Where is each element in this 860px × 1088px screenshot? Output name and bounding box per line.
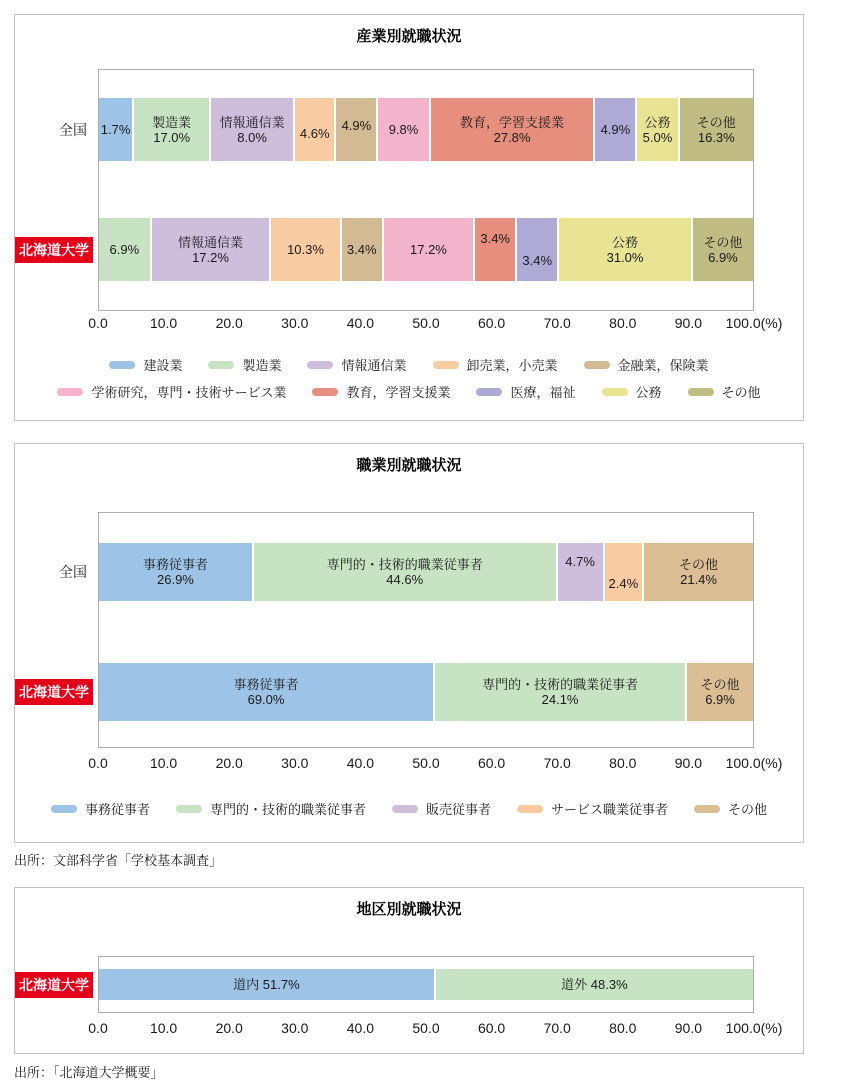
legend-label: 事務従事者 bbox=[84, 802, 150, 817]
legend-item bbox=[433, 355, 558, 374]
bar-row bbox=[59, 98, 753, 161]
bar-segment bbox=[605, 543, 642, 601]
legend-item bbox=[176, 799, 366, 818]
axis-tick: 80.0 bbox=[609, 315, 637, 331]
legend-color-chip bbox=[476, 388, 502, 396]
chart-title: 地区別就職状況 bbox=[356, 901, 462, 918]
segment-value: 31.0% bbox=[606, 249, 644, 265]
region-chart-panel bbox=[14, 887, 804, 1054]
bar-segment bbox=[342, 218, 382, 281]
axis-tick: 100.0(%) bbox=[725, 315, 783, 331]
industry-chart-panel bbox=[14, 14, 804, 421]
segment-label: 2.4% bbox=[608, 575, 639, 591]
plot-area bbox=[19, 69, 754, 311]
occupation-chart-panel bbox=[14, 443, 804, 843]
legend-color-chip bbox=[517, 805, 543, 813]
legend-item bbox=[584, 355, 709, 374]
legend-item bbox=[208, 355, 281, 374]
bar-segment bbox=[99, 543, 252, 601]
axis-tick: 0.0 bbox=[88, 755, 108, 771]
segment-name: 情報通信業 bbox=[219, 114, 285, 130]
segment-name: その他 bbox=[696, 114, 736, 130]
segment-label bbox=[703, 235, 742, 265]
bar-segment bbox=[134, 98, 209, 161]
segment-name: その他 bbox=[703, 234, 743, 250]
bar-row bbox=[19, 969, 753, 1000]
segment-label bbox=[152, 115, 191, 145]
axis-tick: 30.0 bbox=[281, 755, 309, 771]
bar-segment bbox=[271, 218, 339, 281]
plot-area bbox=[19, 956, 754, 1013]
legend-item bbox=[602, 382, 662, 401]
legend-label: サービス職業従事者 bbox=[551, 802, 669, 817]
segment-value: 21.4% bbox=[680, 572, 717, 587]
segment-name: 専門的・技術的職業従事者 bbox=[482, 677, 639, 692]
axis-tick: 80.0 bbox=[609, 1020, 637, 1036]
bar-segment bbox=[637, 98, 677, 161]
segment-name: 製造業 bbox=[152, 114, 192, 130]
segment-name: 教育，学習支援業 bbox=[460, 114, 565, 130]
legend-label: 学術研究，専門・技術サービス業 bbox=[91, 385, 287, 400]
segment-name: 情報通信業 bbox=[178, 234, 244, 250]
legend-label: 製造業 bbox=[242, 358, 282, 373]
category-label: 全国 bbox=[59, 564, 87, 580]
axis-tick: 80.0 bbox=[609, 755, 637, 771]
legend-label: 販売従事者 bbox=[425, 802, 491, 817]
axis-tick: 20.0 bbox=[215, 755, 243, 771]
segment-label: 10.3% bbox=[287, 242, 324, 257]
segment-label: 道外 48.3% bbox=[561, 977, 628, 992]
axis-tick: 90.0 bbox=[674, 1020, 703, 1036]
segment-label bbox=[327, 557, 483, 587]
axis-tick: 90.0 bbox=[674, 755, 703, 771]
segment-label: 6.9% bbox=[109, 242, 140, 257]
legend-row bbox=[109, 355, 708, 374]
segment-label bbox=[697, 115, 736, 145]
legend-color-chip bbox=[57, 388, 83, 396]
axis-tick: 90.0 bbox=[674, 315, 703, 331]
legend-item bbox=[694, 799, 767, 818]
x-axis bbox=[88, 755, 783, 773]
bar-segment bbox=[435, 663, 685, 721]
legend-color-chip bbox=[208, 361, 234, 369]
bar-segment bbox=[99, 969, 434, 1000]
segment-value: 5.0% bbox=[642, 129, 673, 145]
legend-row bbox=[57, 382, 760, 401]
bar-segment bbox=[687, 663, 753, 721]
legend-item bbox=[57, 382, 286, 401]
legend-item bbox=[517, 799, 668, 818]
legend-label: 情報通信業 bbox=[341, 358, 407, 373]
axis-tick: 10.0 bbox=[149, 1020, 178, 1036]
axis-tick: 40.0 bbox=[346, 315, 375, 331]
bar-segment bbox=[152, 218, 270, 281]
segment-label: 4.6% bbox=[299, 126, 330, 141]
segment-label bbox=[482, 677, 638, 707]
segment-label bbox=[143, 557, 208, 587]
legend-item bbox=[688, 382, 761, 401]
category-label: 全国 bbox=[59, 121, 87, 138]
legend-label: 金融業，保険業 bbox=[617, 358, 709, 373]
bar-segment bbox=[254, 543, 556, 601]
axis-tick: 50.0 bbox=[412, 315, 440, 331]
x-axis bbox=[88, 1020, 783, 1038]
segment-value: 44.6% bbox=[386, 572, 424, 587]
legend-color-chip bbox=[584, 361, 610, 369]
legend-item bbox=[476, 382, 575, 401]
segment-label bbox=[234, 677, 299, 707]
axis-tick: 60.0 bbox=[477, 755, 506, 771]
segment-name: その他 bbox=[679, 557, 719, 572]
axis-tick: 70.0 bbox=[543, 1020, 571, 1036]
legend-label: その他 bbox=[721, 385, 761, 400]
bar-segment bbox=[378, 98, 428, 161]
bar-row bbox=[59, 543, 753, 601]
segment-label bbox=[460, 115, 564, 145]
bar-segment bbox=[680, 98, 753, 161]
segment-label: 9.8% bbox=[388, 122, 419, 137]
bar-row bbox=[19, 663, 753, 721]
segment-label bbox=[701, 677, 740, 707]
legend-item bbox=[392, 799, 491, 818]
bar-segment bbox=[336, 98, 376, 161]
bar-segment bbox=[99, 663, 433, 721]
axis-tick: 20.0 bbox=[215, 315, 243, 331]
axis-tick: 100.0(%) bbox=[725, 1020, 783, 1036]
segment-name: 事務従事者 bbox=[233, 677, 299, 692]
legend-color-chip bbox=[433, 361, 459, 369]
segment-label: 3.4% bbox=[346, 242, 377, 257]
university-label: 北海道大学 bbox=[15, 679, 93, 705]
segment-value: 16.3% bbox=[697, 129, 735, 145]
legend-label: 建設業 bbox=[143, 358, 183, 373]
legend-color-chip bbox=[176, 805, 202, 813]
university-label: 北海道大学 bbox=[15, 237, 93, 263]
axis-tick: 100.0(%) bbox=[725, 755, 783, 771]
bar-segment bbox=[431, 98, 594, 161]
axis-tick: 30.0 bbox=[281, 1020, 309, 1036]
segment-value: 27.8% bbox=[493, 129, 531, 145]
axis-tick: 50.0 bbox=[412, 755, 440, 771]
stacked-bar bbox=[99, 98, 753, 161]
segment-value: 24.1% bbox=[541, 692, 579, 707]
legend-label: その他 bbox=[728, 802, 768, 817]
segment-label: 4.9% bbox=[341, 118, 372, 133]
legend-item bbox=[109, 355, 182, 374]
segment-name: その他 bbox=[700, 677, 740, 692]
segment-name: 公務 bbox=[612, 234, 639, 250]
source-text: 出所：「北海道大学概要」 bbox=[14, 1065, 164, 1080]
segment-label bbox=[178, 235, 243, 265]
stacked-bar bbox=[99, 218, 753, 281]
bar-segment bbox=[295, 98, 334, 161]
segment-value: 6.9% bbox=[708, 249, 738, 265]
segment-label: 3.4% bbox=[480, 231, 510, 246]
segment-value: 8.0% bbox=[237, 129, 267, 145]
legend-color-chip bbox=[51, 805, 77, 813]
legend-item bbox=[312, 382, 450, 401]
segment-label bbox=[607, 235, 644, 265]
legend-item bbox=[307, 355, 406, 374]
axis-tick: 60.0 bbox=[477, 315, 506, 331]
chart-title: 産業別就職状況 bbox=[356, 28, 462, 45]
axis-tick: 70.0 bbox=[543, 755, 571, 771]
segment-label bbox=[643, 115, 673, 145]
axis-tick: 0.0 bbox=[88, 1020, 108, 1036]
stacked-bar bbox=[99, 663, 753, 721]
axis-tick: 60.0 bbox=[477, 1020, 506, 1036]
axis-tick: 0.0 bbox=[88, 315, 108, 331]
university-label: 北海道大学 bbox=[15, 972, 93, 998]
plot-area bbox=[19, 512, 754, 748]
segment-name: 専門的・技術的職業従事者 bbox=[326, 557, 483, 572]
legend-color-chip bbox=[307, 361, 333, 369]
bar-segment bbox=[436, 969, 753, 1000]
segment-label bbox=[220, 115, 285, 145]
bar-segment bbox=[99, 98, 132, 161]
legend-color-chip bbox=[602, 388, 628, 396]
bar-segment bbox=[558, 543, 603, 601]
segment-value: 26.9% bbox=[157, 572, 194, 587]
bar-segment bbox=[693, 218, 753, 281]
bar-row bbox=[19, 218, 753, 281]
axis-tick: 40.0 bbox=[346, 1020, 375, 1036]
bar-segment bbox=[595, 98, 635, 161]
bar-segment bbox=[99, 218, 150, 281]
segment-label: 4.9% bbox=[600, 122, 631, 137]
legend-label: 公務 bbox=[635, 385, 662, 400]
legend bbox=[15, 355, 803, 401]
segment-label: 道内 51.7% bbox=[233, 977, 300, 992]
segment-name: 事務従事者 bbox=[142, 557, 208, 572]
x-axis bbox=[88, 315, 783, 333]
segment-label: 3.4% bbox=[522, 253, 553, 268]
legend-color-chip bbox=[312, 388, 338, 396]
legend bbox=[15, 799, 803, 818]
legend-label: 医療，福祉 bbox=[510, 385, 576, 400]
axis-tick: 70.0 bbox=[543, 315, 571, 331]
bar-segment bbox=[559, 218, 691, 281]
segment-label bbox=[679, 557, 718, 587]
segment-label: 17.2% bbox=[410, 242, 447, 257]
bar-segment bbox=[517, 218, 557, 281]
axis-tick: 10.0 bbox=[149, 755, 178, 771]
bar-segment bbox=[475, 218, 515, 281]
axis-tick: 20.0 bbox=[215, 1020, 243, 1036]
legend-row bbox=[51, 799, 767, 818]
bar-segment bbox=[384, 218, 473, 281]
bar-segment bbox=[211, 98, 293, 161]
bar-segment bbox=[644, 543, 753, 601]
legend-color-chip bbox=[109, 361, 135, 369]
stacked-bar bbox=[99, 969, 753, 1000]
segment-value: 17.2% bbox=[192, 249, 229, 265]
segment-value: 6.9% bbox=[705, 692, 735, 707]
axis-tick: 10.0 bbox=[149, 315, 178, 331]
source-text: 出所：文部科学省「学校基本調査」 bbox=[14, 853, 223, 868]
segment-label: 4.7% bbox=[565, 553, 595, 569]
segment-label: 1.7% bbox=[100, 122, 131, 137]
segment-value: 17.0% bbox=[153, 129, 191, 145]
segment-value: 69.0% bbox=[247, 692, 285, 707]
legend-label: 卸売業，小売業 bbox=[466, 358, 558, 373]
legend-color-chip bbox=[392, 805, 418, 813]
legend-color-chip bbox=[688, 388, 714, 396]
legend-color-chip bbox=[694, 805, 720, 813]
axis-tick: 30.0 bbox=[281, 315, 309, 331]
segment-name: 公務 bbox=[644, 114, 671, 130]
legend-label: 教育，学習支援業 bbox=[346, 385, 451, 400]
chart-title: 職業別就職状況 bbox=[356, 457, 462, 474]
axis-tick: 40.0 bbox=[346, 755, 375, 771]
stacked-bar bbox=[99, 543, 753, 601]
axis-tick: 50.0 bbox=[412, 1020, 440, 1036]
legend-item bbox=[51, 799, 150, 818]
legend-label: 専門的・技術的職業従事者 bbox=[209, 802, 366, 817]
